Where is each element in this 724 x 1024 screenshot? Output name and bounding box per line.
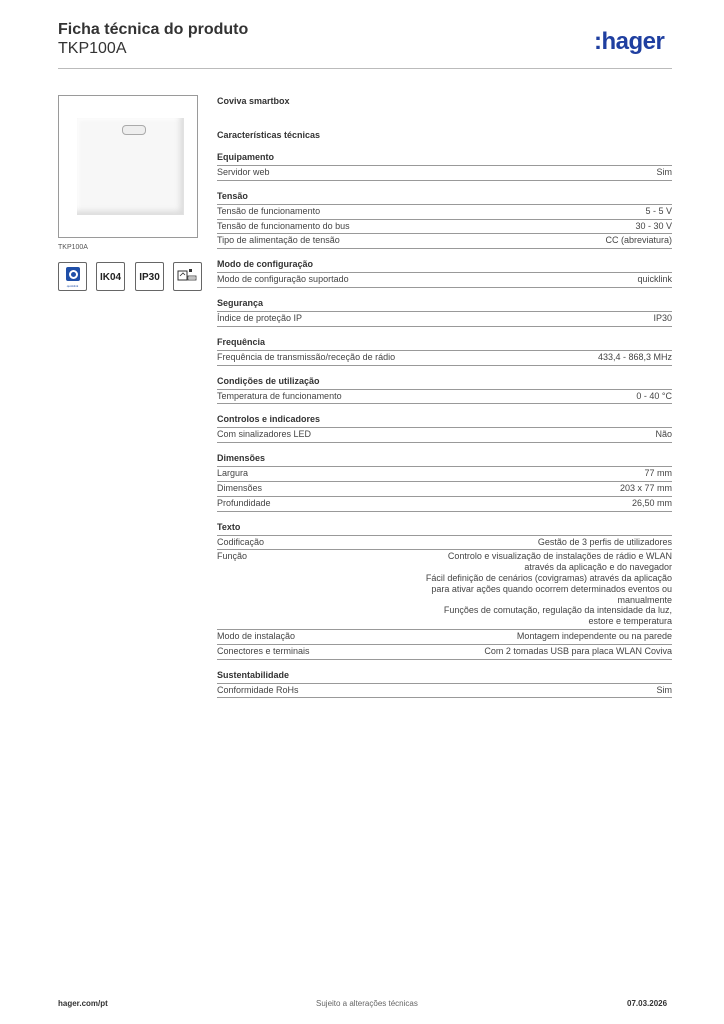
spec-value-line: 5 - 5 V	[645, 205, 672, 216]
spec-label: Conectores e terminais	[217, 645, 310, 656]
spec-value	[585, 235, 672, 246]
spec-label: Tensão de funcionamento	[217, 205, 321, 216]
spec-label: Conformidade RoHs	[217, 684, 299, 695]
spec-value-line: 30 - 30 V	[635, 220, 672, 231]
spec-value-line: Fácil definição de cenários (covigramas) através da aplicação	[425, 572, 672, 583]
spec-group	[217, 151, 672, 181]
spec-group-title: Condições de utilização	[217, 375, 672, 390]
spec-row	[217, 390, 672, 405]
spec-label: Com sinalizadores LED	[217, 429, 312, 440]
spec-label: Tensão de funcionamento do bus	[217, 220, 350, 231]
spec-label: Função	[217, 551, 248, 562]
spec-group-title: Dimensões	[217, 452, 672, 467]
spec-row	[217, 536, 672, 551]
spec-label: Tipo de alimentação de tensão	[217, 235, 340, 246]
spec-value	[637, 685, 673, 696]
spec-group	[217, 297, 672, 327]
spec-label: Servidor web	[217, 167, 270, 177]
spec-row	[217, 482, 672, 497]
spec-value-line: Funções de comutação, regulação da intensidade da luz,	[443, 605, 672, 616]
quicklink-icon	[66, 267, 80, 281]
spec-row	[217, 428, 672, 443]
section-heading: Características técnicas	[217, 130, 321, 140]
spec-value	[497, 631, 672, 642]
spec-label: Índice de proteção IP	[217, 312, 303, 323]
spec-group-title: Equipamento	[217, 151, 672, 166]
spec-value-line: 203 x 77 mm	[619, 482, 672, 493]
hager-logo: :hager	[594, 28, 665, 55]
spec-value-line: através da aplicação e do navegador	[524, 562, 672, 573]
spec-value	[518, 537, 672, 548]
spec-value	[624, 468, 672, 479]
spec-value-line: Gestão de 3 perfis de utilizadores	[537, 536, 672, 547]
spec-value-line: Sim	[656, 684, 672, 695]
spec-value-line: para ativar ações quando ocorrem determinados eventos ou	[431, 583, 672, 594]
spec-group	[217, 669, 672, 699]
spec-group-title: Controlos e indicadores	[217, 413, 672, 428]
spec-value	[625, 206, 672, 217]
spec-label: Codificação	[217, 536, 265, 547]
wall-mount-icon	[174, 263, 201, 290]
spec-value-line: 0 - 40 °C	[636, 390, 672, 401]
spec-row	[217, 273, 672, 288]
spec-label: Modo de instalação	[217, 630, 296, 641]
spec-label: Profundidade	[217, 497, 271, 508]
spec-row	[217, 645, 672, 660]
spec-label: Frequência de transmissão/receção de rádio	[217, 351, 396, 362]
product-code: TKP100A	[58, 40, 127, 57]
footer-disclaimer: Sujeito a alterações técnicas	[316, 999, 418, 1008]
spec-row	[217, 467, 672, 482]
spec-group-title: Segurança	[217, 297, 672, 312]
wall-mount-badge	[173, 262, 202, 291]
spec-group	[217, 375, 672, 405]
spec-group	[217, 521, 672, 660]
spec-value	[406, 551, 672, 627]
spec-value-line: estore e temperatura	[588, 616, 672, 627]
spec-value-line: Com 2 tomadas USB para placa WLAN Coviva	[484, 645, 672, 656]
spec-value-line: quicklink	[637, 274, 672, 285]
spec-value-line: 26,50 mm	[631, 497, 672, 508]
spec-row	[217, 351, 672, 366]
spec-value	[635, 429, 672, 440]
spec-row	[217, 205, 672, 220]
spec-label: Modo de configuração suportado	[217, 274, 349, 285]
spec-value	[612, 498, 672, 509]
spec-value-line: Montagem independente ou na parede	[516, 630, 672, 641]
specifications	[217, 95, 672, 707]
spec-group	[217, 258, 672, 288]
spec-value-line: CC (abreviatura)	[605, 235, 672, 246]
spec-value	[578, 352, 672, 363]
spec-value	[633, 313, 672, 324]
quicklink-badge	[58, 262, 87, 291]
spec-row	[217, 312, 672, 327]
spec-row	[217, 234, 672, 249]
ip30-badge: IP30	[135, 262, 164, 291]
product-image-caption: TKP100A	[58, 244, 88, 251]
spec-group	[217, 452, 672, 511]
spec-value	[600, 483, 672, 494]
spec-row	[217, 630, 672, 645]
spec-group	[217, 413, 672, 443]
spec-value	[637, 167, 673, 178]
spec-value-line: Não	[655, 429, 672, 440]
spec-label: Dimensões	[217, 482, 263, 493]
device-slot	[122, 125, 146, 135]
page-title: Ficha técnica do produto	[58, 21, 249, 38]
spec-group-title: Sustentabilidade	[217, 669, 672, 684]
spec-value-line: Sim	[656, 167, 672, 177]
spec-group	[217, 190, 672, 249]
spec-value	[616, 391, 672, 402]
product-name: Coviva smartbox	[217, 96, 290, 106]
spec-group	[217, 336, 672, 366]
spec-label: Largura	[217, 468, 249, 479]
spec-row	[217, 220, 672, 235]
spec-row	[217, 166, 672, 181]
footer-website: hager.com/pt	[58, 999, 108, 1008]
quicklink-label: quicklink	[66, 284, 79, 288]
spec-value	[464, 646, 672, 657]
spec-groups	[217, 151, 672, 698]
footer-date: 07.03.2026	[627, 999, 668, 1008]
spec-group-title: Texto	[217, 521, 672, 536]
spec-group-title: Tensão	[217, 190, 672, 205]
spec-row	[217, 497, 672, 512]
smartbox-device-illustration	[77, 118, 184, 215]
spec-value-line: IP30	[653, 312, 672, 323]
spec-group-title: Frequência	[217, 336, 672, 351]
product-image	[58, 95, 198, 238]
spec-value	[617, 274, 672, 285]
spec-value-line: manualmente	[617, 594, 672, 605]
spec-group-title: Modo de configuração	[217, 258, 672, 273]
spec-label: Temperatura de funcionamento	[217, 390, 342, 401]
spec-row	[217, 550, 672, 630]
header-divider	[58, 68, 672, 69]
spec-value	[615, 221, 672, 232]
ik04-badge: IK04	[96, 262, 125, 291]
spec-value-line: Controlo e visualização de instalações de rádio e WLAN	[447, 551, 672, 562]
spec-value-line: 77 mm	[644, 468, 672, 479]
spec-value-line: 433,4 - 868,3 MHz	[597, 351, 672, 362]
spec-row	[217, 684, 672, 699]
